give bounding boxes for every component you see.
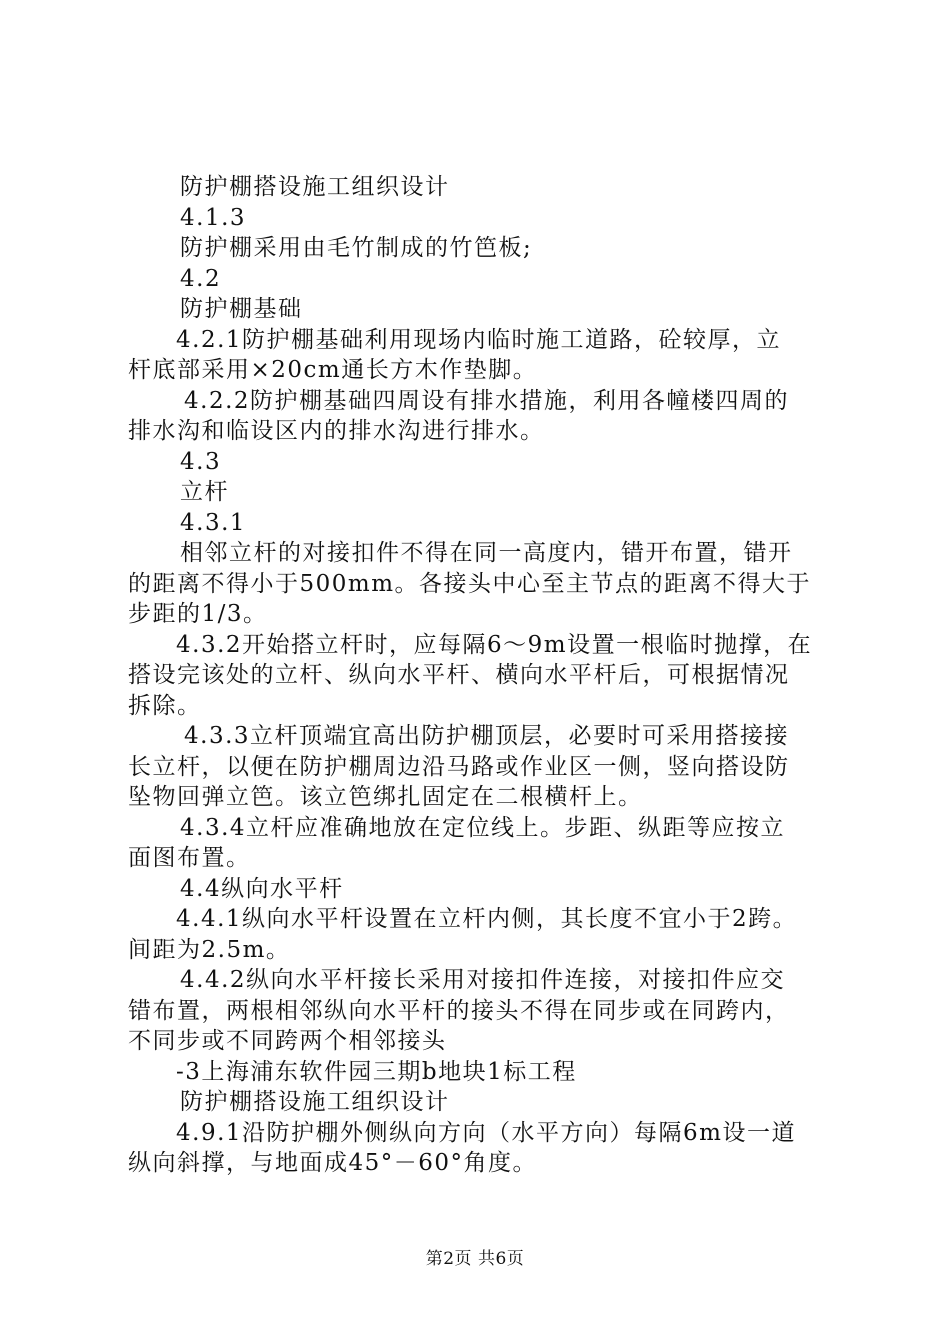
paragraph-line: 的距离不得小于500mm。各接头中心至主节点的距离不得大于 [128, 570, 812, 597]
page-number-footer: 第2页 共6页 [425, 1249, 525, 1269]
paragraph-line: 相邻立杆的对接扣件不得在同一高度内，错开布置，错开 [180, 540, 793, 566]
paragraph-line: 4.9.1沿防护棚外侧纵向方向（水平方向）每隔6m设一道 [176, 1119, 796, 1146]
paragraph-line: 4.4.2纵向水平杆接长采用对接扣件连接，对接扣件应交 [180, 967, 786, 993]
section-heading: 4.4纵向水平杆 [180, 875, 344, 902]
section-heading: 立杆 [180, 479, 229, 505]
paragraph-line: 面图布置。 [128, 845, 251, 871]
paragraph-line: 长立杆，以便在防护棚周边沿马路或作业区一侧，竖向搭设防 [128, 753, 790, 780]
paragraph-line: 步距的1/3。 [128, 601, 268, 627]
section-number: 4.1.3 [180, 204, 247, 231]
paragraph-line: 4.3.3立杆顶端宜高出防护棚顶层，必要时可采用搭接接 [184, 723, 790, 749]
paragraph-line: 4.3.4立杆应准确地放在定位线上。步距、纵距等应按立 [180, 814, 786, 841]
paragraph-line: 排水沟和临设区内的排水沟进行排水。 [128, 418, 545, 444]
paragraph-line: 4.2.2防护棚基础四周设有排水措施，利用各幢楼四周的 [184, 387, 790, 414]
document-body [128, 172, 830, 1179]
running-title: 防护棚搭设施工组织设计 [180, 1089, 450, 1115]
paragraph-line: 搭设完该处的立杆、纵向水平杆、横向水平杆后，可根据情况 [128, 662, 790, 688]
section-number: 4.2 [180, 265, 222, 292]
paragraph-line: 防护棚采用由毛竹制成的竹笆板; [180, 235, 533, 261]
section-number: 4.3.1 [180, 509, 247, 536]
running-header: -3上海浦东软件园三期b地块1标工程 [176, 1058, 577, 1085]
paragraph-line: 4.4.1纵向水平杆设置在立杆内侧，其长度不宜小于2跨。 [176, 906, 798, 932]
paragraph-line: 4.3.2开始搭立杆时，应每隔6～9m设置一根临时抛撑，在 [176, 631, 813, 658]
paragraph-line: 错布置，两根相邻纵向水平杆的接头不得在同步或在同跨内， [128, 997, 790, 1024]
section-heading: 防护棚基础 [180, 296, 303, 322]
paragraph-line: 拆除。 [128, 692, 202, 719]
section-title: 防护棚搭设施工组织设计 [180, 174, 450, 200]
paragraph-line: 不同步或不同跨两个相邻接头 [128, 1028, 447, 1054]
paragraph-line: 4.2.1防护棚基础利用现场内临时施工道路，砼较厚，立 [176, 326, 782, 353]
paragraph-line: 杆底部采用×20cm通长方木作垫脚。 [128, 357, 538, 383]
paragraph-line: 坠物回弹立笆。该立笆绑扎固定在二根横杆上。 [128, 784, 643, 810]
paragraph-line: 纵向斜撑，与地面成45°－60°角度。 [128, 1150, 538, 1176]
section-number: 4.3 [180, 448, 222, 475]
paragraph-line: 间距为2.5m。 [128, 936, 291, 963]
